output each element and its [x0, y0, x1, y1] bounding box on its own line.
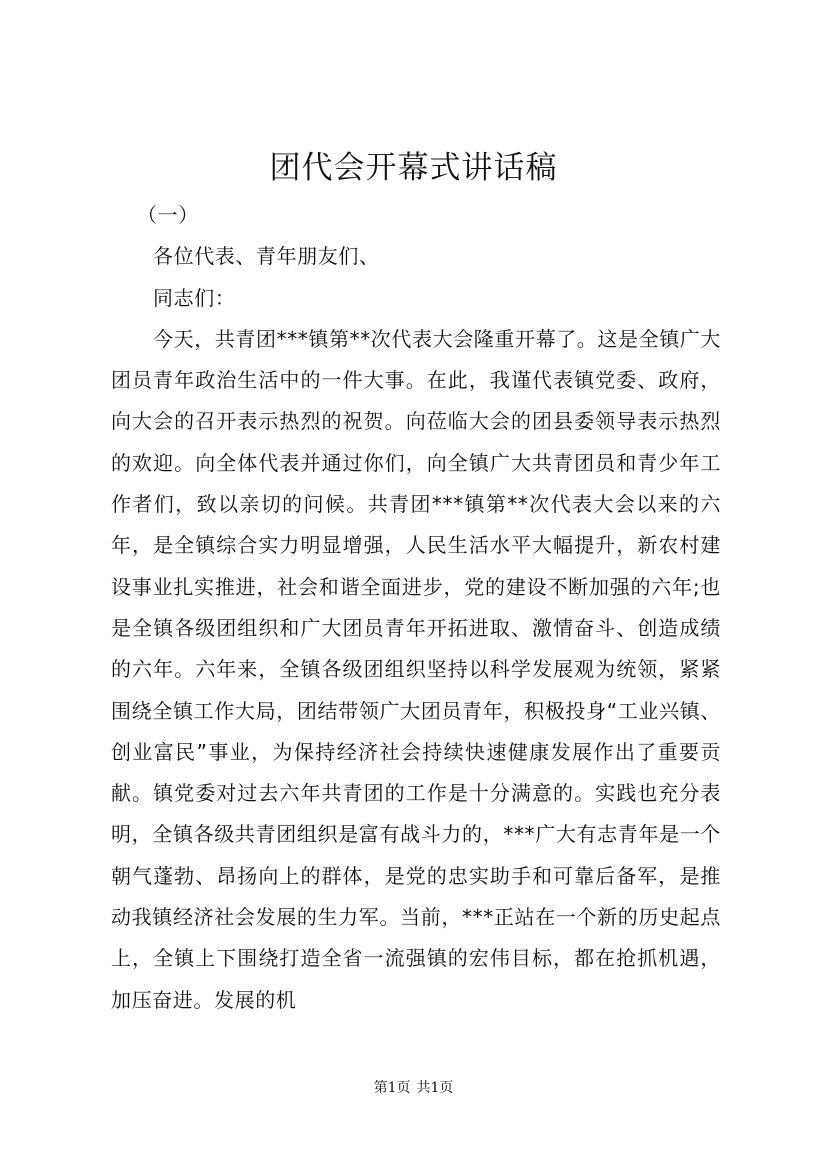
page-total: 共1页 [416, 1080, 454, 1096]
page-footer [0, 1078, 827, 1098]
page-number: 第1页 [373, 1080, 411, 1096]
salutation-line-2: 同志们： [153, 285, 236, 310]
document-title: 团代会开幕式讲话稿 [269, 150, 558, 186]
body-paragraph: 今天，共青团***镇第**次代表大会隆重开幕了。这是全镇广大团员青年政治生活中的一件大事。在此，我谨代表镇党委、政府，向大会的召开表示热烈的祝贺。向莅临大会的团县委领导表示热烈的欢迎。向全体代表并通过你们，向全镇广大共青团员和青少年工作者们，致以亲切的问候。共青团***镇第**次代表大会以来的六年，是全镇综合实力明显增强，人民生活水平大幅提升，新农村建设事业扎实推进，社会和谐全面进步，党的建设不断加强的六年;也是全镇各级团组织和广大团员青年开拓进取、激情奋斗、创造成绩的六年。六年来，全镇各级团组织坚持以科学发展观为统领，紧紧围绕全镇工作大局，团结带领广大团员青年，积极投身“工业兴镇、创业富民”事业，为保持经济社会持续快速健康发展作出了重要贡献。镇党委对过去六年共青团的工作是十分满意的。实践也充分表明，全镇各级共青团组织是富有战斗力的，***广大有志青年是一个朝气蓬勃、昂扬向上的群体，是党的忠实助手和可靠后备军，是推动我镇经济社会发展的生力军。当前，***正站在一个新的历史起点上，全镇上下围绕打造全省一流强镇的宏伟目标，都在抢抓机遇，加压奋进。发展的机 [111, 326, 721, 1012]
document-body [111, 195, 721, 1021]
salutation-line-1: 各位代表、青年朋友们、 [153, 244, 380, 269]
section-marker: （一） [137, 203, 199, 227]
